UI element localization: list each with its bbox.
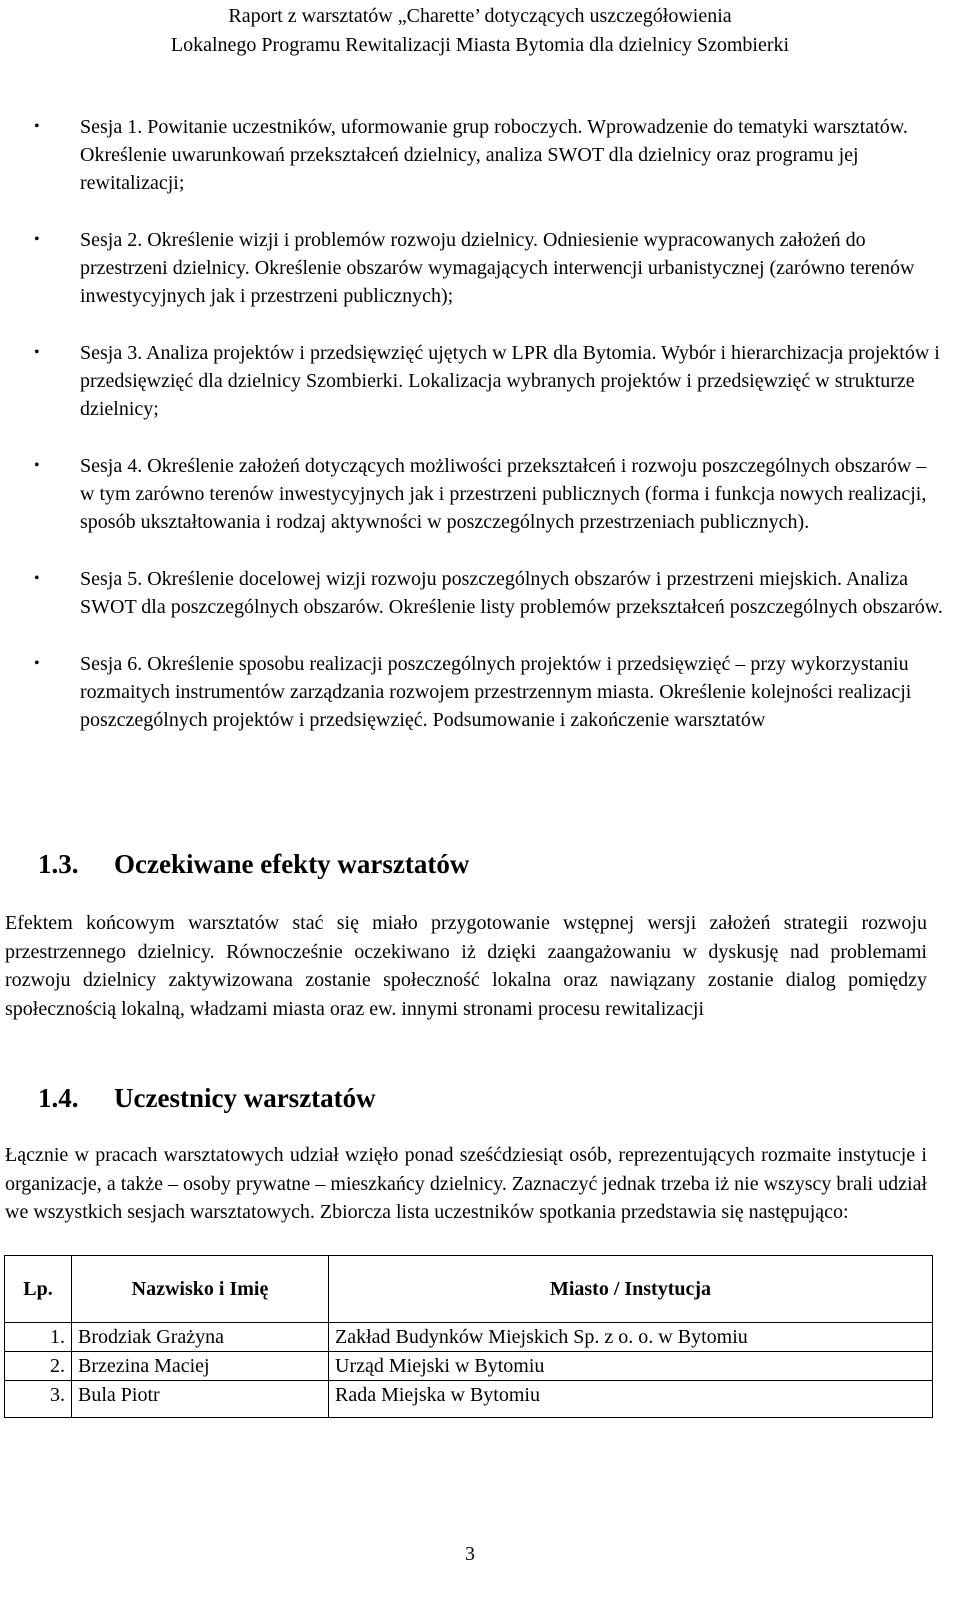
- session-text: Sesja 4. Określenie założeń dotyczących możliwości przekształceń i rozwoju poszczególnych obszarów – w tym zarówno terenów inwestycyjnych jak i przestrzeni publicznych (forma i funkcja nowych realizacji, sposób ukształtowania i rodzaj aktywności w poszczególnych przestrzeniach publicznych).: [80, 455, 927, 533]
- participants-table: [4, 1255, 933, 1418]
- cell-name: Brodziak Grażyna: [72, 1323, 329, 1352]
- list-item: [34, 226, 944, 310]
- list-item: [34, 113, 944, 197]
- page-number: 3: [465, 1543, 475, 1565]
- cell-name: Bula Piotr: [72, 1381, 329, 1418]
- header-line-2: Lokalnego Programu Rewitalizacji Miasta Bytomia dla dzielnicy Szombierki: [170, 34, 790, 56]
- bullet-icon: •: [34, 344, 40, 361]
- column-header-lp: Lp.: [5, 1256, 72, 1323]
- session-text: Sesja 5. Określenie docelowej wizji rozwoju poszczególnych obszarów i przestrzeni miejskich. Analiza SWOT dla poszczególnych obszarów. Określenie listy problemów przekształceń poszczególnych obszarów.: [80, 568, 943, 618]
- header-line-1: Raport z warsztatów „Charette’ dotyczących uszczegółowienia: [228, 5, 732, 27]
- column-header-institution: Miasto / Instytucja: [329, 1256, 933, 1323]
- table-row: [5, 1352, 933, 1381]
- section-number: 1.3.: [38, 849, 79, 879]
- section-title: Oczekiwane efekty warsztatów: [114, 849, 470, 879]
- page-header: [0, 0, 960, 60]
- section-heading-expected-effects: [38, 847, 469, 881]
- paragraph-expected-effects: Efektem końcowym warsztatów stać się miało przygotowanie wstępnej wersji założeń strategii rozwoju przestrzennego dzielnicy. Równocześnie oczekiwano iż dzięki zaangażowaniu w dyskusję nad problemami rozwoju dzielnicy zaktywizowana zostanie społeczność lokalna oraz nawiązany zostanie dialog pomiędzy społecznością lokalną, władzami miasta oraz ew. innymi stronami procesu rewitalizacji: [5, 912, 927, 1020]
- bullet-icon: •: [34, 118, 40, 135]
- list-item: [34, 565, 944, 621]
- bullet-icon: •: [34, 231, 40, 248]
- cell-lp: 2.: [5, 1352, 72, 1381]
- cell-name: Brzezina Maciej: [72, 1352, 329, 1381]
- list-item: [34, 452, 944, 536]
- bullet-icon: •: [34, 457, 40, 474]
- session-text: Sesja 3. Analiza projektów i przedsięwzięć ujętych w LPR dla Bytomia. Wybór i hierarchizacja projektów i przedsięwzięć dla dzielnicy Szombierki. Lokalizacja wybranych projektów i przedsięwzięć w strukturze dzielnicy;: [80, 342, 940, 420]
- list-item: [34, 339, 944, 423]
- cell-institution: Rada Miejska w Bytomiu: [329, 1381, 933, 1418]
- session-text: Sesja 2. Określenie wizji i problemów rozwoju dzielnicy. Odniesienie wypracowanych założeń do przestrzeni dzielnicy. Określenie obszarów wymagających interwencji urbanistycznej (zarówno terenów inwestycyjnych jak i przestrzeni publicznych);: [80, 229, 915, 307]
- session-list: [34, 113, 944, 763]
- section-number: 1.4.: [38, 1083, 79, 1113]
- table-header-row: [5, 1256, 933, 1323]
- paragraph-participants: Łącznie w pracach warsztatowych udział wzięło ponad sześćdziesiąt osób, reprezentujących rozmaite instytucje i organizacje, a także – osoby prywatne – mieszkańcy dzielnicy. Zaznaczyć jednak trzeba iż nie wszyscy brali udział we wszystkich sesjach warsztatowych. Zbiorcza lista uczestników spotkania przedstawia się następująco:: [5, 1144, 927, 1223]
- section-heading-participants: [38, 1081, 376, 1115]
- section-title: Uczestnicy warsztatów: [114, 1083, 376, 1113]
- bullet-icon: •: [34, 655, 40, 672]
- column-header-name: Nazwisko i Imię: [72, 1256, 329, 1323]
- cell-lp: 3.: [5, 1381, 72, 1418]
- cell-institution: Zakład Budynków Miejskich Sp. z o. o. w Bytomiu: [329, 1323, 933, 1352]
- session-text: Sesja 6. Określenie sposobu realizacji poszczególnych projektów i przedsięwzięć – przy wykorzystaniu rozmaitych instrumentów zarządzania rozwojem przestrzennym miasta. Określenie kolejności realizacji poszczególnych projektów i przedsięwzięć. Podsumowanie i zakończenie warsztatów: [80, 653, 912, 731]
- bullet-icon: •: [34, 570, 40, 587]
- list-item: [34, 650, 944, 734]
- table-row: [5, 1381, 933, 1418]
- session-text: Sesja 1. Powitanie uczestników, uformowanie grup roboczych. Wprowadzenie do tematyki warsztatów. Określenie uwarunkowań przekształceń dzielnicy, analiza SWOT dla dzielnicy oraz programu jej rewitalizacji;: [80, 116, 908, 194]
- table-row: [5, 1323, 933, 1352]
- cell-lp: 1.: [5, 1323, 72, 1352]
- cell-institution: Urząd Miejski w Bytomiu: [329, 1352, 933, 1381]
